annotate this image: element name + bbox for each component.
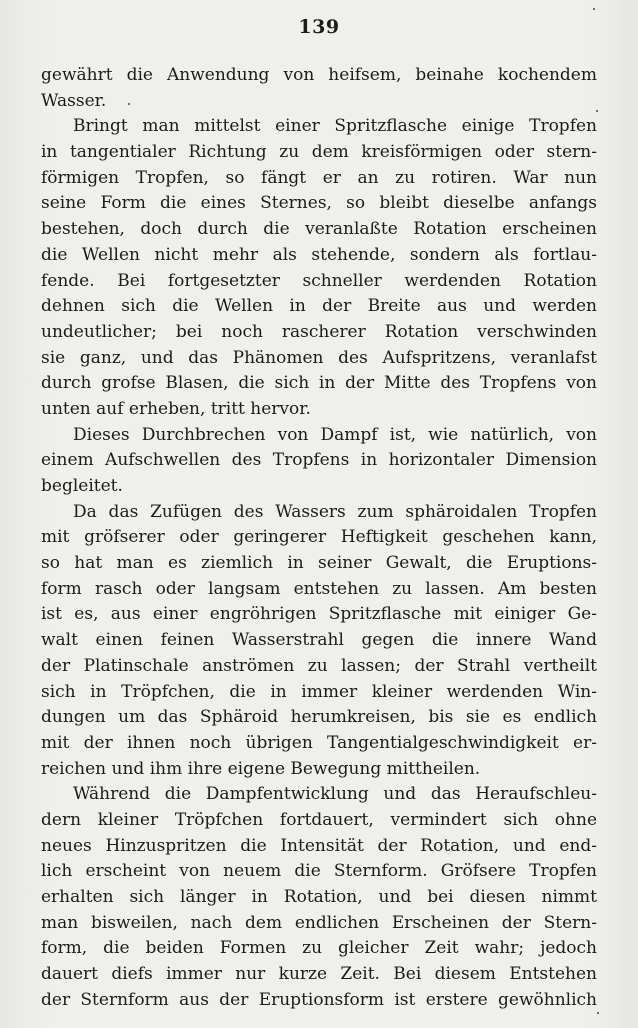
text-line: sich in Tröpfchen, die in immer kleiner werdenden Win- (41, 681, 597, 702)
text-line: erhalten sich länger in Rotation, und bei diesen nimmt (41, 887, 597, 907)
text-line: dern kleiner Tröpfchen fortdauert, vermindert sich ohne (41, 809, 597, 830)
text-line: unten auf erheben, tritt hervor. (41, 398, 311, 419)
text-line: man bisweilen, nach dem endlichen Erscheinen der Stern- (41, 912, 597, 933)
text-line: der Sternform aus der Eruptionsform ist erstere gewöhnlich (41, 989, 597, 1010)
text-line: seine Form die eines Sternes, so bleibt dieselbe anfangs (41, 193, 597, 214)
text-line: begleitet. (41, 476, 123, 496)
text-line: in tangentialer Richtung zu dem kreisförmigen oder stern- (41, 142, 597, 163)
text-line: fende. Bei fortgesetzter schneller werdenden Rotation (41, 270, 597, 291)
text-line: durch grofse Blasen, die sich in der Mitte des Tropfens von (41, 373, 597, 394)
text-line: der Platinschale anströmen zu lassen; der Strahl vertheilt (41, 655, 597, 676)
text-line: Während die Dampfentwicklung und das Heraufschleu- (73, 784, 597, 805)
text-line: Wasser. (41, 90, 107, 111)
text-line: die Wellen nicht mehr als stehende, sondern als fortlau- (41, 244, 597, 265)
text-line: Da das Zufügen des Wassers zum sphäroidalen Tropfen (73, 501, 597, 522)
text-line: dauert diefs immer nur kurze Zeit. Bei diesem Entstehen (41, 964, 597, 985)
page-body-text (41, 63, 597, 1013)
print-speck (596, 110, 598, 112)
text-line: Dieses Durchbrechen von Dampf ist, wie natürlich, von (73, 424, 597, 445)
text-line: dehnen sich die Wellen in der Breite aus und werden (41, 296, 597, 317)
text-line: neues Hinzuspritzen die Intensität der Rotation, und end- (41, 835, 597, 856)
text-line: förmigen Tropfen, so fängt er an zu rotiren. War nun (41, 167, 597, 188)
text-line: dungen um das Sphäroid herumkreisen, bis sie es endlich (41, 707, 597, 728)
text-line: Bringt man mittelst einer Spritzflasche einige Tropfen (73, 116, 597, 137)
text-line: form rasch oder langsam entstehen zu lassen. Am besten (41, 578, 597, 599)
text-line: gewährt die Anwendung von heifsem, beinahe kochendem (41, 65, 597, 85)
text-line: walt einen feinen Wasserstrahl gegen die innere Wand (41, 630, 597, 651)
text-line: form, die beiden Formen zu gleicher Zeit wahr; jedoch (41, 938, 597, 959)
text-line: undeutlicher; bei noch rascherer Rotation verschwinden (41, 321, 597, 342)
text-line: sie ganz, und das Phänomen des Aufspritzens, veranlafst (41, 347, 597, 368)
text-line: einem Aufschwellen des Tropfens in horizontaler Dimension (41, 450, 597, 471)
print-speck (593, 8, 595, 10)
text-line: bestehen, doch durch die veranlaßte Rotation erscheinen (41, 219, 597, 240)
page-number: 139 (298, 16, 340, 38)
text-line: reichen und ihm ihre eigene Bewegung mittheilen. (41, 758, 481, 779)
text-line: ist es, aus einer engröhrigen Spritzflasche mit einiger Ge- (41, 604, 597, 625)
text-line: lich erscheint von neuem die Sternform. Gröfsere Tropfen (41, 861, 597, 882)
text-line: mit der ihnen noch übrigen Tangentialgeschwindigkeit er- (41, 732, 597, 753)
text-line: so hat man es ziemlich in seiner Gewalt, die Eruptions- (41, 553, 597, 574)
text-line: mit gröfserer oder geringerer Heftigkeit geschehen kann, (41, 527, 597, 548)
print-speck (128, 103, 130, 105)
print-speck (597, 1012, 599, 1014)
